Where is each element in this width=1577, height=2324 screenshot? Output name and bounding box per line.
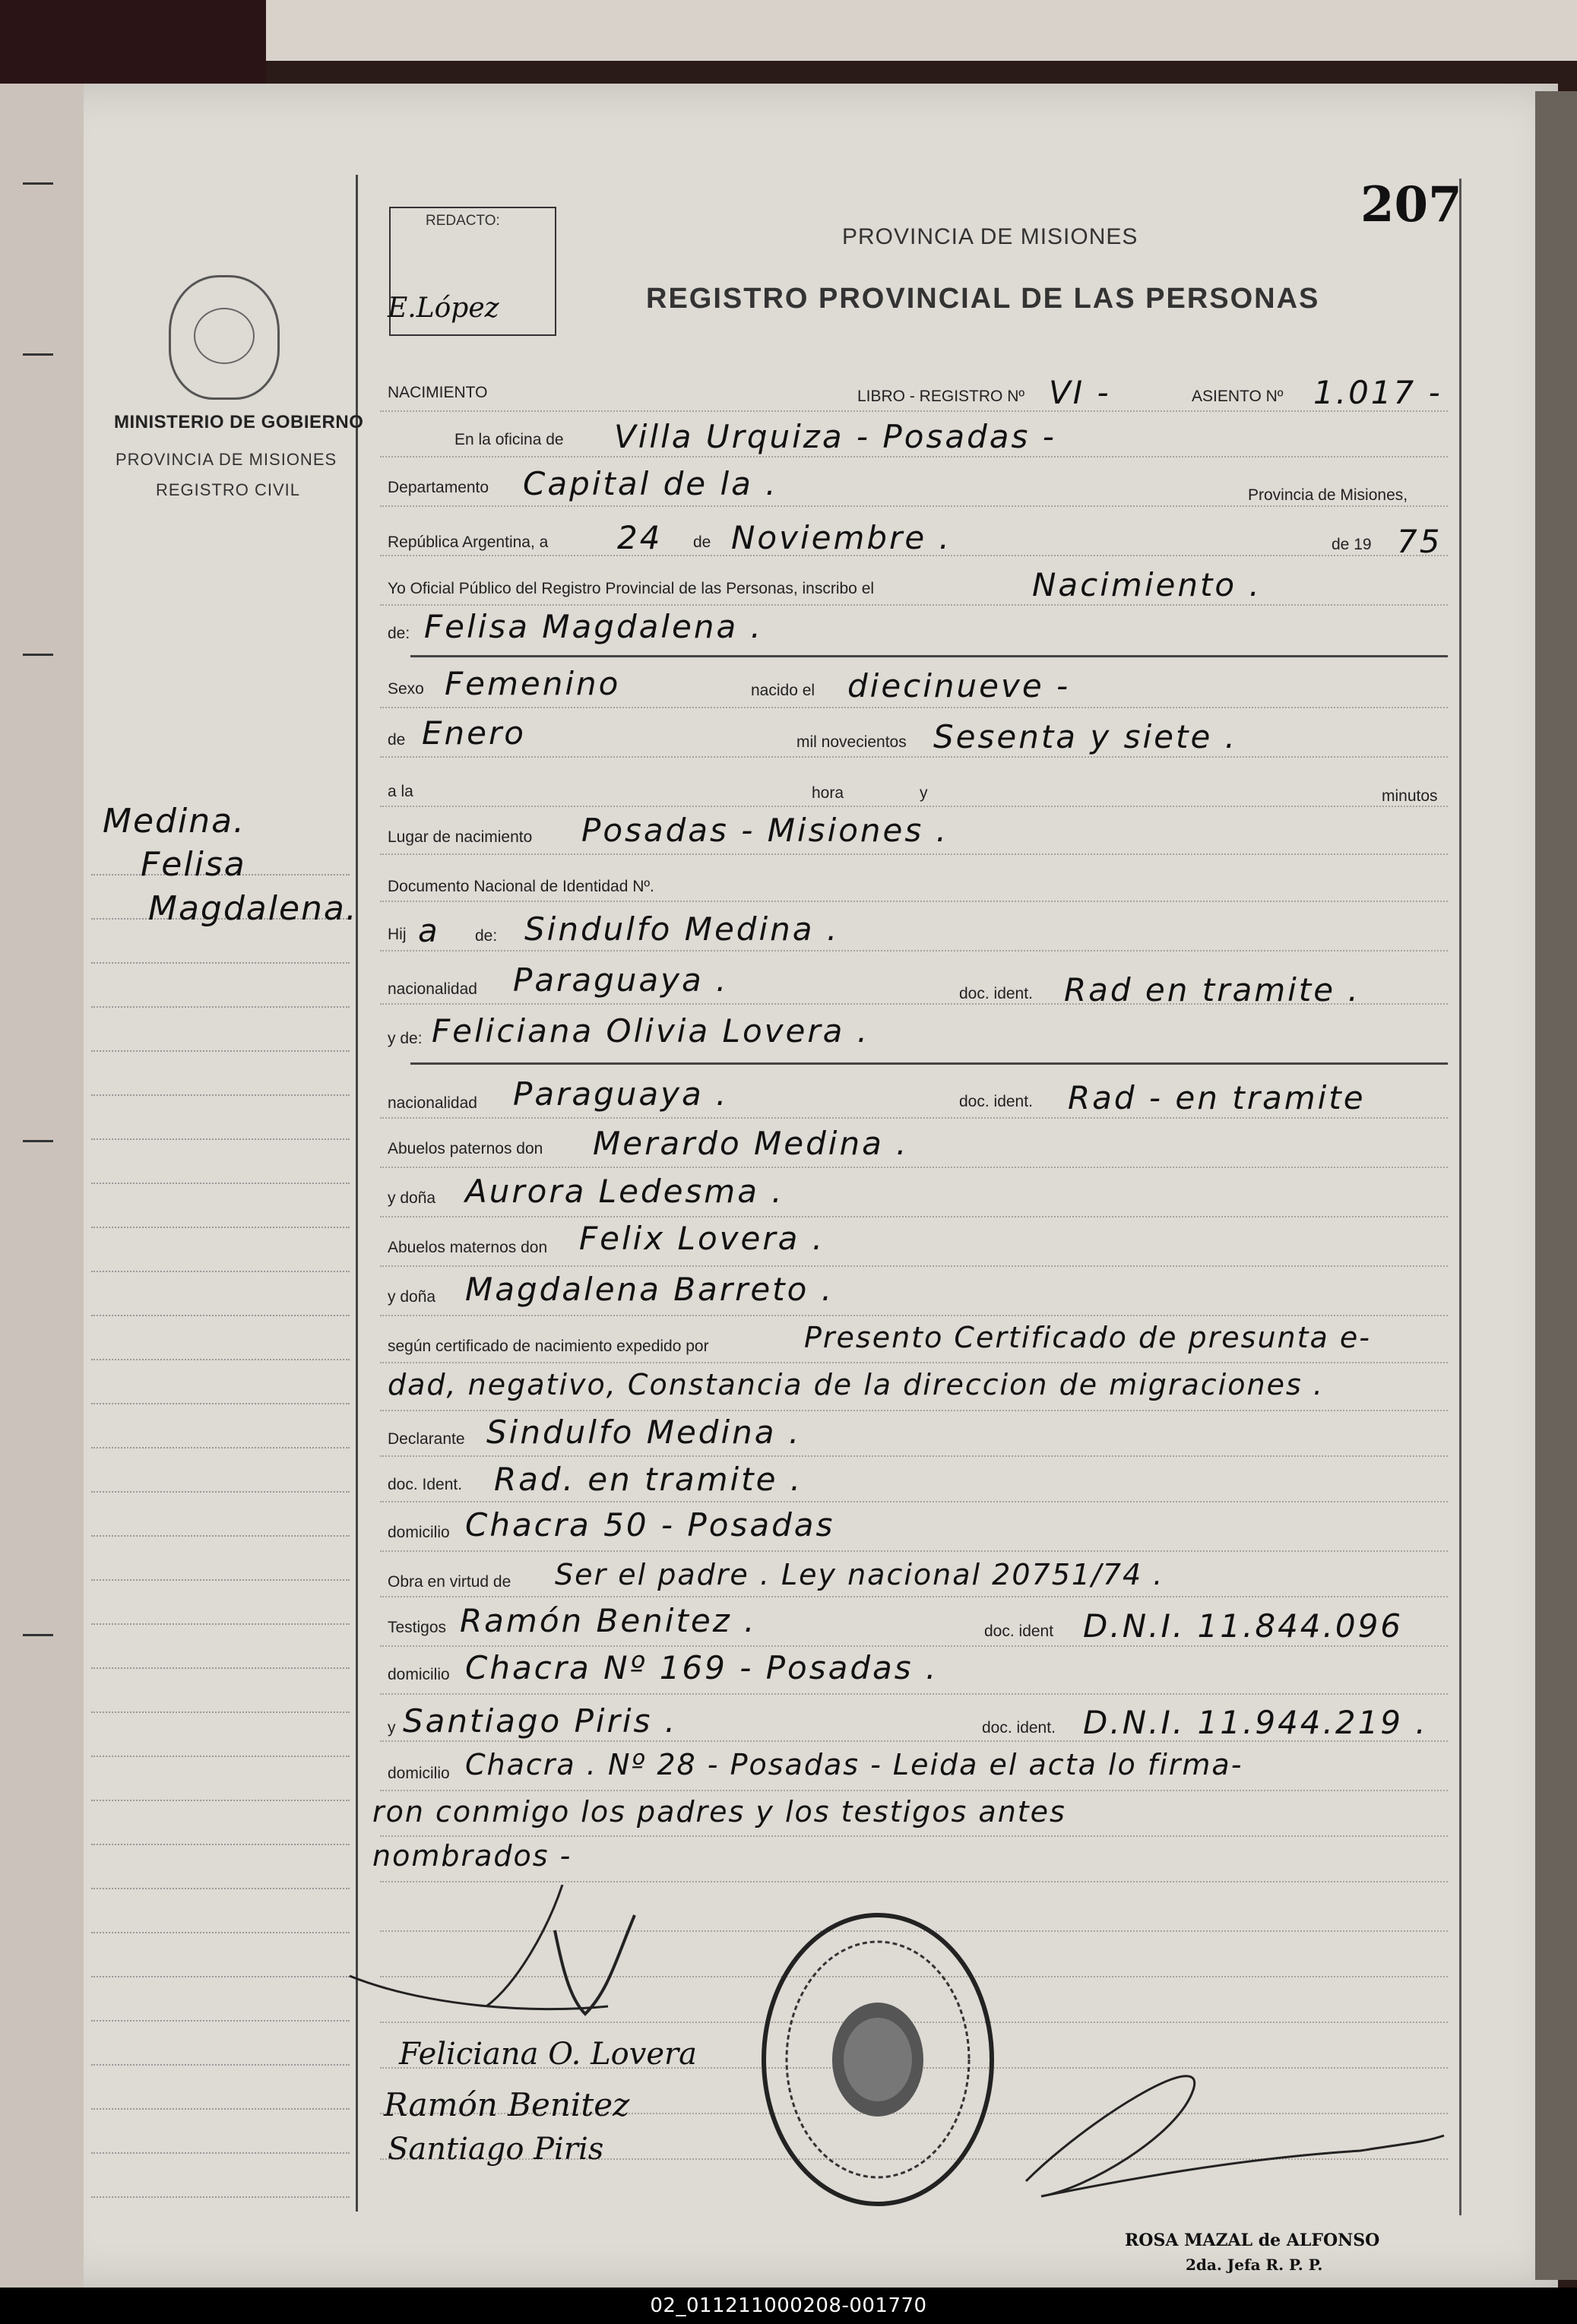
form-rule (380, 1117, 1448, 1119)
margin-rule (91, 1403, 350, 1404)
margin-rule (91, 2152, 350, 2154)
label-republica: República Argentina, a (388, 534, 549, 551)
value-abuelo-pat: Merardo Medina . (593, 1125, 909, 1162)
background-strip (266, 0, 1577, 61)
value-cierre-1: ron conmigo los padres y los testigos antes (372, 1795, 1066, 1828)
label-abuelos-maternos: Abuelos maternos don (388, 1239, 548, 1256)
label-hora: hora (812, 784, 844, 802)
registry-header: REGISTRO PROVINCIAL DE LAS PERSONAS (646, 283, 1320, 315)
value-nac-padre: Paraguaya . (513, 961, 729, 999)
value-mes: Noviembre . (731, 519, 952, 556)
margin-rule (91, 1623, 350, 1625)
form-rule (380, 1550, 1448, 1552)
margin-rule (91, 2064, 350, 2066)
margin-rule (91, 1183, 350, 1184)
value-certificado-1: Presento Certificado de presunta e- (804, 1321, 1371, 1354)
label-nacionalidad-madre: nacionalidad (388, 1094, 477, 1112)
ministry-title: MINISTERIO DE GOBIERNO (114, 412, 364, 432)
form-rule (380, 1315, 1448, 1316)
label-oficina: En la oficina de (454, 431, 564, 448)
signature-testigo-2: Santiago Piris (388, 2132, 604, 2167)
margin-rule (91, 1800, 350, 1801)
margin-rule (91, 962, 350, 964)
official-title: 2da. Jefa R. P. P. (1186, 2256, 1323, 2274)
mother-underline (410, 1062, 1448, 1065)
binding-tick (23, 182, 53, 185)
label-y-dona-mat: y doña (388, 1288, 436, 1306)
label-asiento: ASIENTO Nº (1192, 388, 1284, 405)
label-minutos: minutos (1382, 787, 1438, 805)
label-ala: a la (388, 783, 413, 800)
form-rule (380, 505, 1448, 507)
label-de: de (693, 534, 711, 551)
form-rule (380, 1410, 1448, 1411)
label-domicilio-declarante: domicilio (388, 1524, 450, 1541)
form-rule (380, 756, 1448, 758)
footer-id-bar (0, 2288, 1577, 2324)
value-oficina: Villa Urquiza - Posadas - (614, 418, 1056, 455)
margin-rule (91, 1667, 350, 1669)
value-abuela-mat: Magdalena Barreto . (465, 1271, 834, 1308)
value-abuelo-mat: Felix Lovera . (579, 1220, 825, 1257)
margin-rule (91, 1050, 350, 1052)
label-doc-ident-testigo-1: doc. ident (984, 1623, 1054, 1640)
margin-rule (91, 2108, 350, 2110)
page-number: 207 (1360, 176, 1462, 233)
label-de-padre: de: (475, 927, 498, 945)
form-rule (380, 950, 1448, 951)
margin-rule (91, 1006, 350, 1008)
margin-rule (91, 1756, 350, 1757)
redacto-signature: E.López (388, 293, 499, 324)
label-lugar: Lugar de nacimiento (388, 828, 533, 846)
label-domicilio-testigo-2: domicilio (388, 1765, 450, 1782)
value-madre: Feliciana Olivia Lovera . (432, 1012, 870, 1050)
margin-rule (91, 2196, 350, 2198)
label-documento: Documento Nacional de Identidad Nº. (388, 878, 654, 895)
ministry-office: REGISTRO CIVIL (156, 480, 301, 499)
margin-rule (91, 1447, 350, 1449)
label-doc-ident-padre: doc. ident. (959, 985, 1033, 1002)
value-doc-testigo-1: D.N.I. 11.844.096 (1083, 1607, 1404, 1645)
value-nombre: Felisa Magdalena . (424, 608, 763, 645)
signature-testigo-1: Ramón Benitez (384, 2086, 630, 2123)
value-doc-testigo-2: D.N.I. 11.944.219 . (1083, 1704, 1428, 1741)
form-rule (380, 604, 1448, 606)
book-right-edge (1535, 91, 1577, 2280)
form-rule (380, 901, 1448, 902)
margin-rule (91, 1976, 350, 1977)
form-rule (380, 1265, 1448, 1267)
binding-tick (23, 353, 53, 356)
redacto-label: REDACTO: (426, 213, 500, 229)
form-rule (380, 1881, 1448, 1882)
label-nacimiento: NACIMIENTO (388, 384, 488, 401)
value-anio-nac: Sesenta y siete . (933, 718, 1238, 755)
label-nacido: nacido el (751, 682, 815, 699)
label-declarante: Declarante (388, 1430, 465, 1448)
value-mes-nac: Enero (422, 714, 526, 752)
label-de19: de 19 (1332, 536, 1372, 553)
margin-rule (91, 1932, 350, 1933)
margin-rule (91, 1138, 350, 1140)
value-doc-declarante: Rad. en tramite . (494, 1461, 803, 1498)
value-dia: 24 (617, 519, 663, 556)
margin-rule (91, 1271, 350, 1272)
value-hij: a (418, 912, 440, 949)
right-border-line (1459, 179, 1461, 2215)
province-header: PROVINCIA DE MISIONES (842, 224, 1138, 249)
binding-tick (23, 1140, 53, 1142)
value-cierre-2: nombrados - (372, 1839, 572, 1873)
signature-madre: Feliciana O. Lovera (399, 2037, 697, 2072)
value-nacido: diecinueve - (847, 667, 1071, 704)
form-rule (380, 1216, 1448, 1217)
value-doc-padre: Rad en tramite . (1064, 971, 1360, 1008)
margin-note-line: Medina. (103, 802, 246, 841)
form-rule (380, 1835, 1448, 1837)
margin-rule (91, 1535, 350, 1537)
label-mil: mil novecientos (796, 733, 907, 751)
ministry-province: PROVINCIA DE MISIONES (116, 450, 337, 469)
label-y-de-madre: y de: (388, 1030, 423, 1047)
label-obra: Obra en virtud de (388, 1573, 511, 1591)
form-rule (380, 707, 1448, 708)
label-de-mes: de (388, 731, 406, 749)
value-anio: 75 (1397, 523, 1442, 560)
official-signature-stroke (996, 2029, 1452, 2227)
label-departamento: Departamento (388, 479, 489, 496)
value-lugar: Posadas - Misiones . (581, 812, 948, 849)
margin-note-line: Magdalena. (148, 889, 358, 928)
margin-rule (91, 1315, 350, 1316)
value-asiento: 1.017 - (1313, 374, 1442, 411)
value-testigo-2: Santiago Piris . (403, 1702, 678, 1740)
label-doc-ident-testigo-2: doc. ident. (982, 1719, 1056, 1737)
margin-rule (91, 1491, 350, 1493)
value-inscribe: Nacimiento . (1032, 566, 1262, 603)
value-testigo-1: Ramón Benitez . (460, 1602, 757, 1639)
form-rule (380, 1790, 1448, 1791)
value-declarante: Sindulfo Medina . (486, 1414, 802, 1451)
value-libro: VI - (1049, 374, 1111, 411)
value-sexo: Femenino (445, 665, 621, 702)
label-de-nombre: de: (388, 625, 410, 642)
official-name: ROSA MAZAL de ALFONSO (1125, 2231, 1380, 2250)
form-rule (380, 1167, 1448, 1168)
margin-rule (91, 1844, 350, 1845)
value-obra: Ser el padre . Ley nacional 20751/74 . (555, 1558, 1164, 1591)
label-provincia: Provincia de Misiones, (1248, 486, 1408, 504)
label-oficial: Yo Oficial Público del Registro Provincial de las Personas, inscribo el (388, 580, 875, 597)
margin-rule (91, 1227, 350, 1228)
binding-tick (23, 654, 53, 656)
label-y: y (920, 784, 928, 802)
label-libro: LIBRO - REGISTRO Nº (857, 388, 1025, 405)
margin-rule (91, 1579, 350, 1581)
margin-rule (91, 1094, 350, 1096)
official-seal-icon (749, 1908, 1007, 2227)
label-doc-ident-madre: doc. ident. (959, 1093, 1033, 1110)
value-dom-testigo-1: Chacra Nº 169 - Posadas . (465, 1649, 939, 1686)
label-sexo: Sexo (388, 680, 424, 698)
margin-rule (91, 1359, 350, 1360)
form-rule (380, 410, 1448, 412)
label-nacionalidad-padre: nacionalidad (388, 980, 477, 998)
label-y-testigo-2: y (388, 1719, 396, 1737)
book-spine-edge (0, 84, 84, 2288)
form-rule (380, 1501, 1448, 1502)
label-hij: Hij (388, 926, 407, 943)
margin-rule (91, 2020, 350, 2022)
label-abuelos-paternos: Abuelos paternos don (388, 1140, 543, 1157)
form-rule (380, 1596, 1448, 1597)
form-rule (380, 1455, 1448, 1457)
value-doc-madre: Rad - en tramite (1068, 1079, 1366, 1116)
form-rule (380, 1362, 1448, 1363)
margin-rule (91, 1888, 350, 1889)
value-dom-testigo-2: Chacra . Nº 28 - Posadas - Leida el acta lo firma- (465, 1748, 1243, 1781)
binding-tick (23, 1634, 53, 1636)
margin-note-line: Felisa (141, 845, 246, 884)
form-rule (380, 1645, 1448, 1647)
label-domicilio-testigo-1: domicilio (388, 1666, 450, 1683)
label-testigos: Testigos (388, 1619, 447, 1636)
value-abuela-pat: Aurora Ledesma . (465, 1173, 784, 1210)
value-departamento: Capital de la . (523, 465, 778, 502)
name-underline (410, 655, 1448, 657)
footer-id: 02_011211000208-001770 (650, 2294, 927, 2317)
background-corner (0, 0, 266, 84)
value-certificado-2: dad, negativo, Constancia de la direccion de migraciones . (388, 1368, 1324, 1401)
value-padre: Sindulfo Medina . (524, 910, 840, 948)
form-rule (380, 1693, 1448, 1695)
label-segun-certificado: según certificado de nacimiento expedido por (388, 1338, 709, 1355)
form-rule (380, 806, 1448, 807)
provincial-emblem-icon (169, 275, 280, 400)
value-domicilio-declarante: Chacra 50 - Posadas (465, 1506, 835, 1544)
label-doc-ident-declarante: doc. Ident. (388, 1476, 463, 1493)
margin-rule (91, 1711, 350, 1713)
label-y-dona-pat: y doña (388, 1189, 436, 1207)
form-rule (380, 853, 1448, 855)
value-nac-madre: Paraguaya . (513, 1075, 729, 1113)
form-rule (380, 456, 1448, 458)
